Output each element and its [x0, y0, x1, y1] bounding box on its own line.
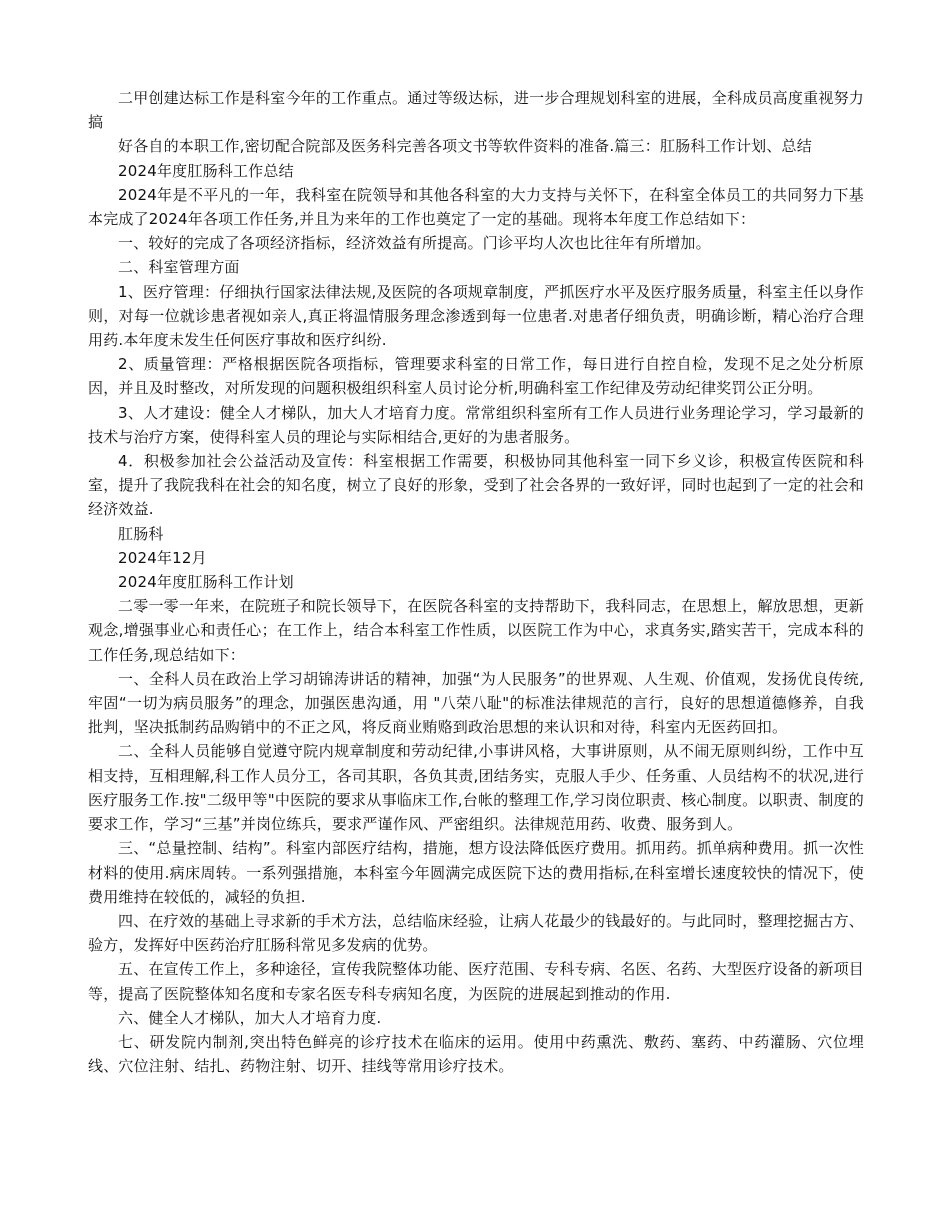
paragraph: 好各自的本职工作,密切配合院部及医务科完善各项文书等软件资料的准备.篇三：肛肠科工作计划、总结 [118, 137, 812, 156]
signature-date: 2024年12月 [118, 548, 207, 567]
paragraph: 2024年是不平凡的一年，我科室在院领导和其他各科室的大力支持与关怀下，在科室全体员工的共同努力下基本完成了2024年各项工作任务,并且为来年的工作也奠定了一定的基础。现将本年度工作总结如下： [88, 185, 864, 229]
paragraph: 五、在宣传工作上，多种途径，宣传我院整体功能、医疗范围、专科专病、名医、名药、大型医疗设备的新项目等，提高了医院整体知名度和专家名医专科专病知名度，为医院的进展起到推动的作用. [88, 960, 864, 1003]
paragraph: 二、全科人员能够自觉遵守院内规章制度和劳动纪律,小事讲风格，大事讲原则，从不闹无原则纠纷，工作中互相支持，互相理解,科工作人员分工，各司其职，各负其责,团结务实，克服人手少、任务重、人员结构不的状况,进行医疗服务工作.按"二级甲等"中医院的要求从事临床工作,台帐的整理工作,学习岗位职责、核心制度。以职责、制度的要求工作，学习“三基”并岗位练兵，要求严谨作风、严密组织。法律规范用药、收费、服务到人。 [88, 742, 864, 834]
section-heading: 2024年度肛肠科工作计划 [118, 573, 294, 592]
paragraph: 一、全科人员在政治上学习胡锦涛讲话的精神，加强“为人民服务”的世界观、人生观、价值观，发扬优良传统,牢固“一切为病员服务”的理念，加强医患沟通，用 "八荣八耻"的标准法律规范的言行，良好的思想道德修养，自我批判，坚决抵制药品购销中的不正之风，将反商业贿赂到政治思想的来认识和对待，科室内无医药回扣。 [88, 669, 864, 737]
paragraph: 1、医疗管理：仔细执行国家法律法规,及医院的各项规章制度，严抓医疗水平及医疗服务质量，科室主任以身作则，对每一位就诊患者视如亲人,真正将温情服务理念渗透到每一位患者.对患者仔细负责，明确诊断，精心治疗合理用药.本年度未发生任何医疗事故和医疗纠纷. [88, 282, 864, 350]
paragraph: 四、在疗效的基础上寻求新的手术方法，总结临床经验，让病人花最少的钱最好的。与此同时，整理挖掘古方、验方，发挥好中医药治疗肛肠科常见多发病的优势。 [88, 911, 864, 955]
paragraph: 二甲创建达标工作是科室今年的工作重点。通过等级达标，进一步合理规划科室的进展，全科成员高度重视努力搞 [88, 89, 864, 132]
document-page [88, 86, 864, 1078]
paragraph: 二零一零一年来，在院班子和院长领导下，在医院各科室的支持帮助下，我科同志，在思想上，解放思想，更新观念,增强事业心和责任心；在工作上，结合本科室工作性质，以医院工作为中心，求真务实,踏实苦干，完成本科的工作任务,现总结如下： [88, 597, 864, 664]
paragraph: 3、人才建设：健全人才梯队，加大人才培育力度。常常组织科室所有工作人员进行业务理论学习，学习最新的技术与治疗方案，使得科室人员的理论与实际相结合,更好的为患者服务。 [88, 403, 864, 446]
paragraph: 4．积极参加社会公益活动及宣传：科室根据工作需要，积极协同其他科室一同下乡义诊，积极宣传医院和科室，提升了我院我科在社会的知名度，树立了良好的形象，受到了社会各界的一致好评，同时也起到了一定的社会和经济效益. [88, 452, 864, 519]
paragraph: 三、“总量控制、结构”。科室内部医疗结构，措施，想方设法降低医疗费用。抓用药。抓单病种费用。抓一次性材料的使用.病床周转。一系列强措施，本科室今年圆满完成医院下达的费用指标,在科室增长速度较快的情况下，使费用维持在较低的，减轻的负担. [88, 839, 864, 906]
paragraph: 六、健全人才梯队，加大人才培育力度. [118, 1008, 382, 1027]
section-heading: 2024年度肛肠科工作总结 [118, 161, 294, 180]
signature-department: 肛肠科 [118, 524, 164, 543]
paragraph: 一、较好的完成了各项经济指标，经济效益有所提高。门诊平均人次也比往年有所增加。 [118, 234, 711, 253]
paragraph: 2、质量管理：严格根据医院各项指标，管理要求科室的日常工作，每日进行自控自检，发现不足之处分析原因，并且及时整改，对所发现的问题积极组织科室人员讨论分析,明确科室工作纪律及劳动纪律奖罚公正分明。 [88, 355, 864, 398]
paragraph: 七、研发院内制剂,突出特色鲜亮的诊疗技术在临床的运用。使用中药熏洗、敷药、塞药、中药灌肠、穴位埋线、穴位注射、结扎、药物注射、切开、挂线等常用诊疗技术。 [88, 1032, 864, 1076]
subheading: 二、科室管理方面 [118, 258, 240, 277]
